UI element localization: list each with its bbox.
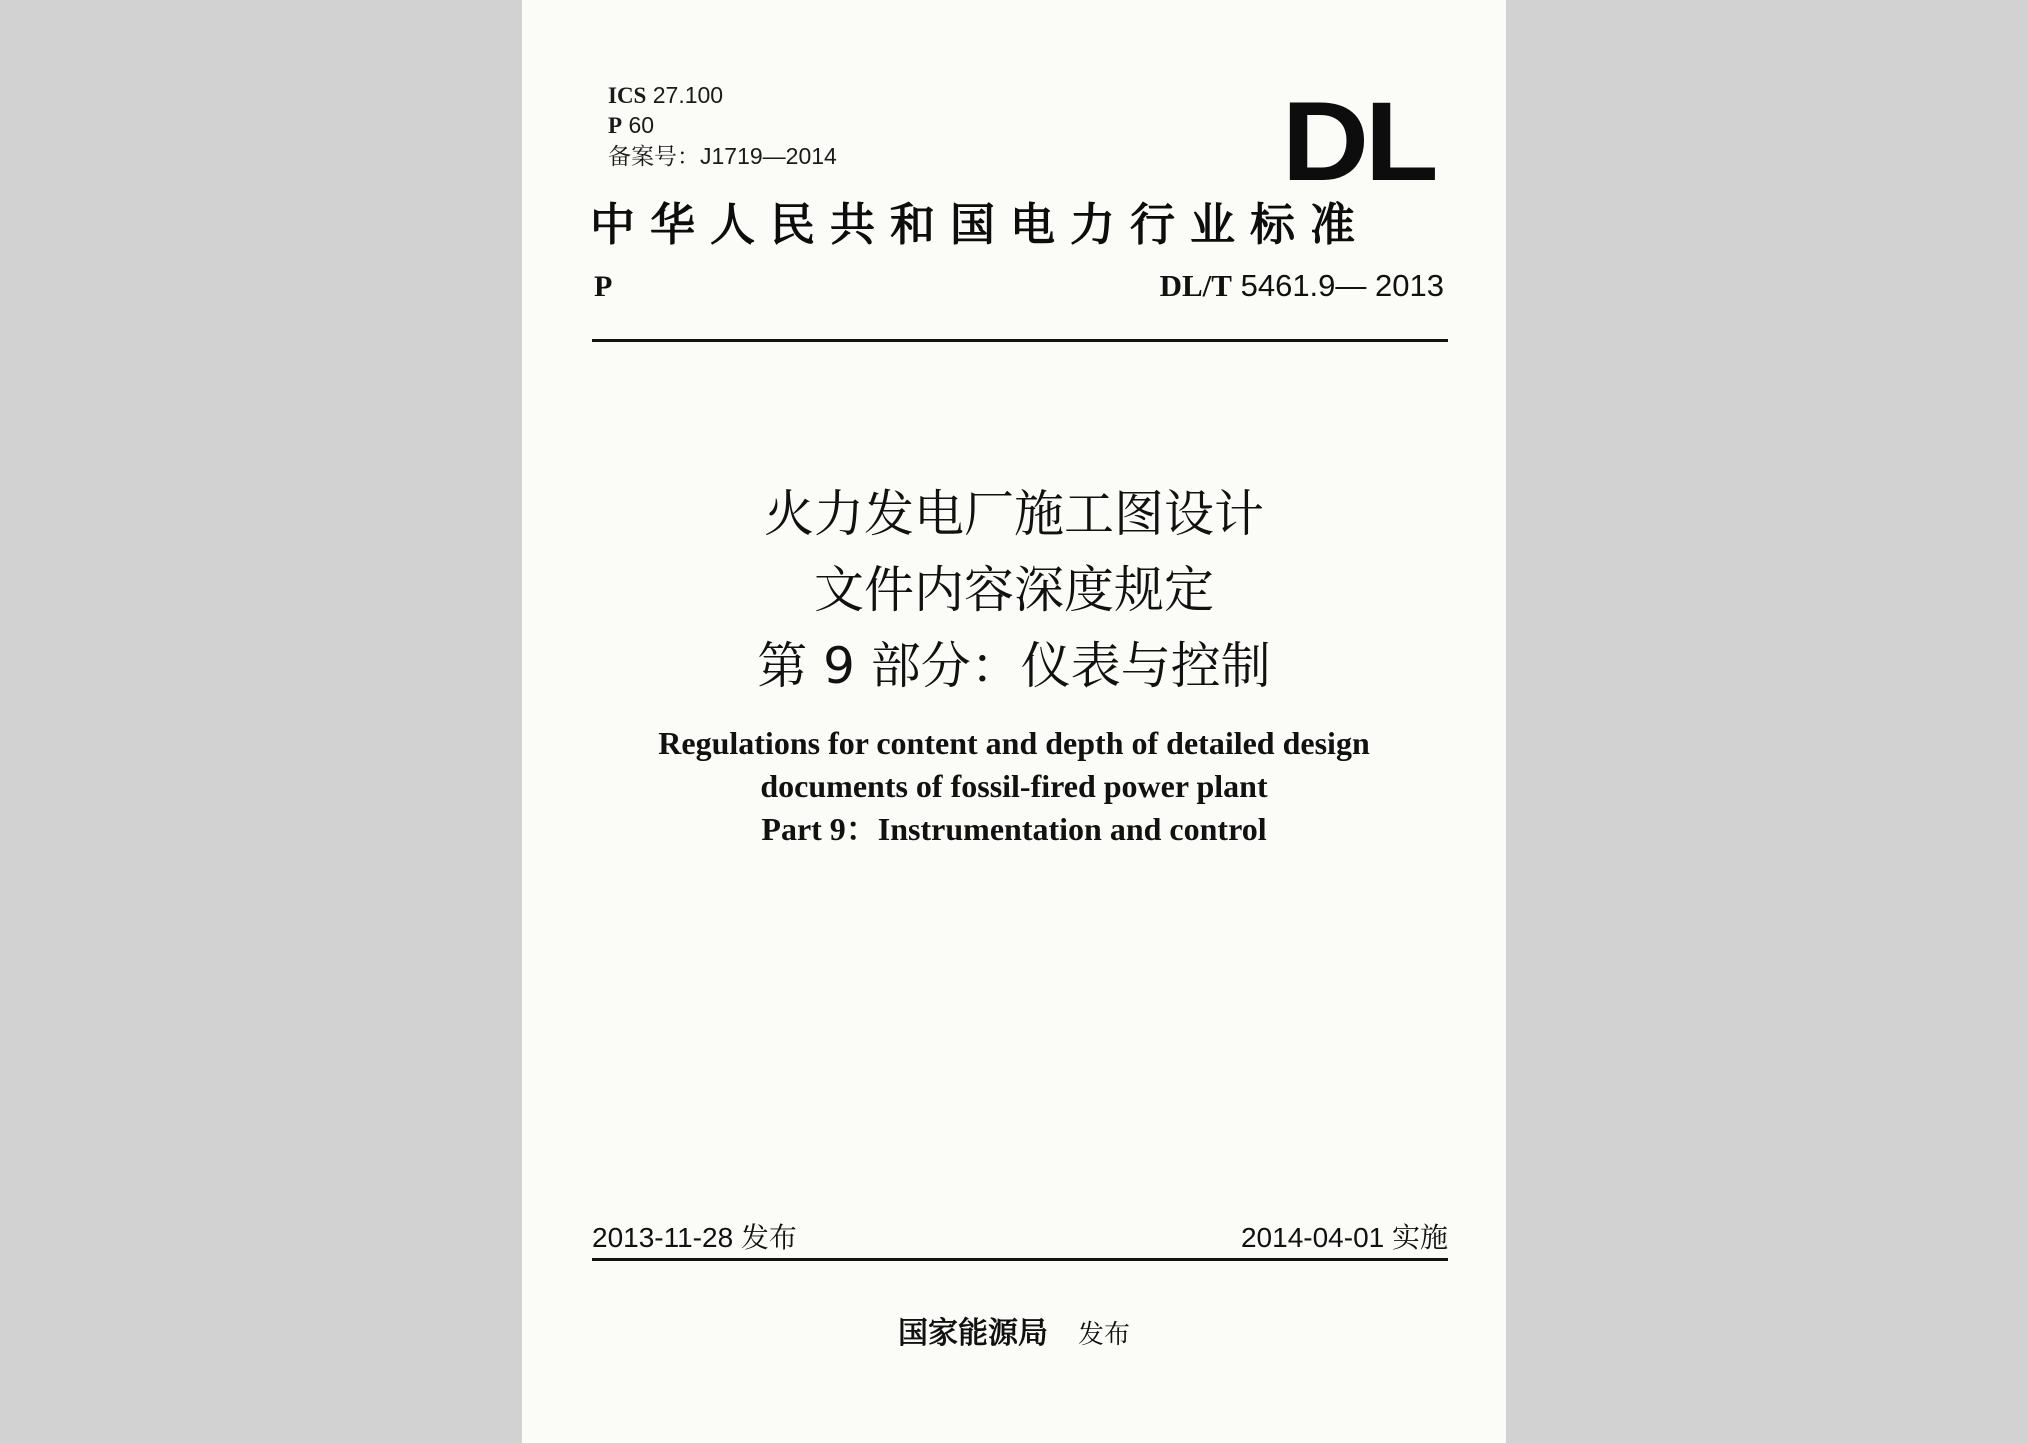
title-cn-line: 火力发电厂施工图设计 [764,485,1264,543]
title-en-line: Part 9：Instrumentation and control [761,811,1267,847]
title-en-line: Regulations for content and depth of detailed design [658,725,1370,761]
issue-date: 2013-11-28 发布 [592,1222,797,1253]
ccs-code [608,110,654,141]
publisher [522,1308,1506,1352]
title-cn-line: 第 9 部分：仪表与控制 [757,637,1271,695]
implement-date: 2014-04-01 实施 [1240,1222,1448,1253]
publisher-action: 发布 [1077,1320,1130,1350]
title-english [522,722,1506,851]
record-number: 备案号：J1719—2014 [608,143,837,169]
document-cover [522,0,1506,1443]
ics-value: 27.100 [652,82,724,108]
category-code: P [594,270,613,303]
ccs-label: P [608,113,623,138]
ics-code [608,80,723,111]
dl-logo: DL [1281,79,1434,204]
standard-number-value: 5461.9— 2013 [1240,268,1444,303]
industry-standard-title: 中华人民共和国电力行业标准 [590,198,1371,251]
ics-label: ICS [608,83,647,108]
title-en-line: documents of fossil-fired power plant [760,768,1268,804]
header-divider [592,339,1448,342]
title-chinese [522,476,1506,704]
footer-divider [592,1258,1448,1261]
publisher-org: 国家能源局 [897,1316,1048,1351]
standard-prefix: DL/T [1159,268,1232,303]
title-cn-line: 文件内容深度规定 [814,561,1214,619]
ccs-value: 60 [628,112,655,138]
standard-number [1160,268,1444,304]
